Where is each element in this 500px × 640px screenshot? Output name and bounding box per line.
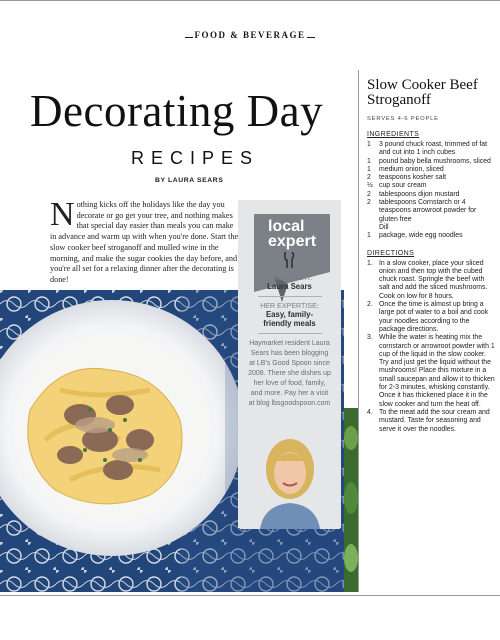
ingredient-item: 1 pound baby bella mushrooms, sliced: [367, 157, 491, 165]
ingredient-item: 2 teaspoons kosher salt: [367, 174, 447, 182]
divider: [258, 296, 322, 297]
ingredient-item: Dill: [379, 223, 389, 231]
intro-text: othing kicks off the holidays like the day you decorate or go get your tree, and nothing makes that special day easier than meals you can make in advance and warm up with when you're done. Start the slow cooker beef stroganoff and mulled wine in the morning, and make the sugar cookies the day before, and you're all set for a relaxing dinner after the decorating is done!: [50, 200, 239, 284]
byline: BY LAURA SEARS: [155, 177, 224, 184]
local-expert-badge-text: [268, 219, 328, 249]
expert-name: Laura Sears: [267, 282, 312, 291]
expert-info: [238, 274, 341, 409]
salad-photo: [344, 408, 358, 592]
divider: [258, 333, 322, 334]
expert-label: THE EXPERT:: [266, 274, 313, 282]
article-subtitle: RECIPES: [130, 148, 260, 168]
ingredient-item: ½ cup sour cream: [367, 182, 427, 190]
ingredient-item: 1 3 pound chuck roast, trimmed of fat and cut into 1 inch cubes: [367, 141, 488, 157]
direction-step: 4. To the meat add the sour cream and mustard. Taste for seasoning and serve it over the noodles.: [367, 408, 490, 433]
article-title: Decorating Day: [30, 86, 324, 136]
intro-paragraph: [50, 196, 240, 286]
direction-step: 3. While the water is heating mix the cornstarch or arrowroot powder with 1 cup of the liquid in the slow cooker. Try and just get the liquid without the mushrooms! Place this mixture in a small saucepan and allow it to thicken for 2-3 minutes, whisking constantly. Once it has thickened place it in the slow cooker and turn the heat off.: [367, 334, 495, 408]
recipe-column: [367, 78, 495, 434]
section-label: FOOD & BEVERAGE: [194, 30, 306, 40]
directions-heading: DIRECTIONS: [367, 249, 415, 257]
badge-line-expert: expert: [268, 233, 317, 250]
ingredient-item: 1 medium onion, sliced: [367, 165, 444, 173]
expertise-label: HER EXPERTISE:: [260, 302, 319, 310]
ingredients-list: [367, 141, 495, 241]
recipe-title: Slow Cooker Beef Stroganoff: [367, 77, 478, 108]
drop-cap: N: [50, 196, 75, 233]
serves-label: SERVES 4-6 PEOPLE: [367, 116, 439, 122]
expert-portrait: [240, 425, 340, 529]
direction-step: 2. Once the time is almost up bring a large pot of water to a boil and cook your noodles according to the package directions.: [367, 301, 489, 333]
expertise-value: Easy, family-friendly meals: [263, 310, 316, 328]
ingredient-item: 2 tablespoons Cornstarch or 4 teaspoons arrowroot powder for gluten free: [367, 199, 477, 223]
fork-spoon-icon: [282, 252, 296, 268]
section-rule-right: [307, 37, 315, 38]
portrait-illustration: [240, 425, 340, 529]
direction-step: 1. In a slow cooker, place your sliced onion and then top with the cubed chuck roast. Springle the beef with salt and add the sliced mushrooms. Cook on low for 8 hours.: [367, 259, 488, 300]
expert-bio: Haymarket resident Laura Sears has been blogging at LB's Good Spoon since 2008. There she dishes up her love of food, family, and more. Pay her a visit at blog lbsgoodspoon.com: [248, 340, 331, 407]
directions-list: [367, 260, 495, 434]
badge-line-local: local: [268, 218, 305, 235]
column-divider: [358, 70, 359, 592]
ingredients-heading: INGREDIENTS: [367, 131, 420, 138]
ingredient-item: 2 tablespoons dijon mustard: [367, 190, 460, 198]
ingredient-item: 1 package, wide egg noodles: [367, 232, 463, 240]
